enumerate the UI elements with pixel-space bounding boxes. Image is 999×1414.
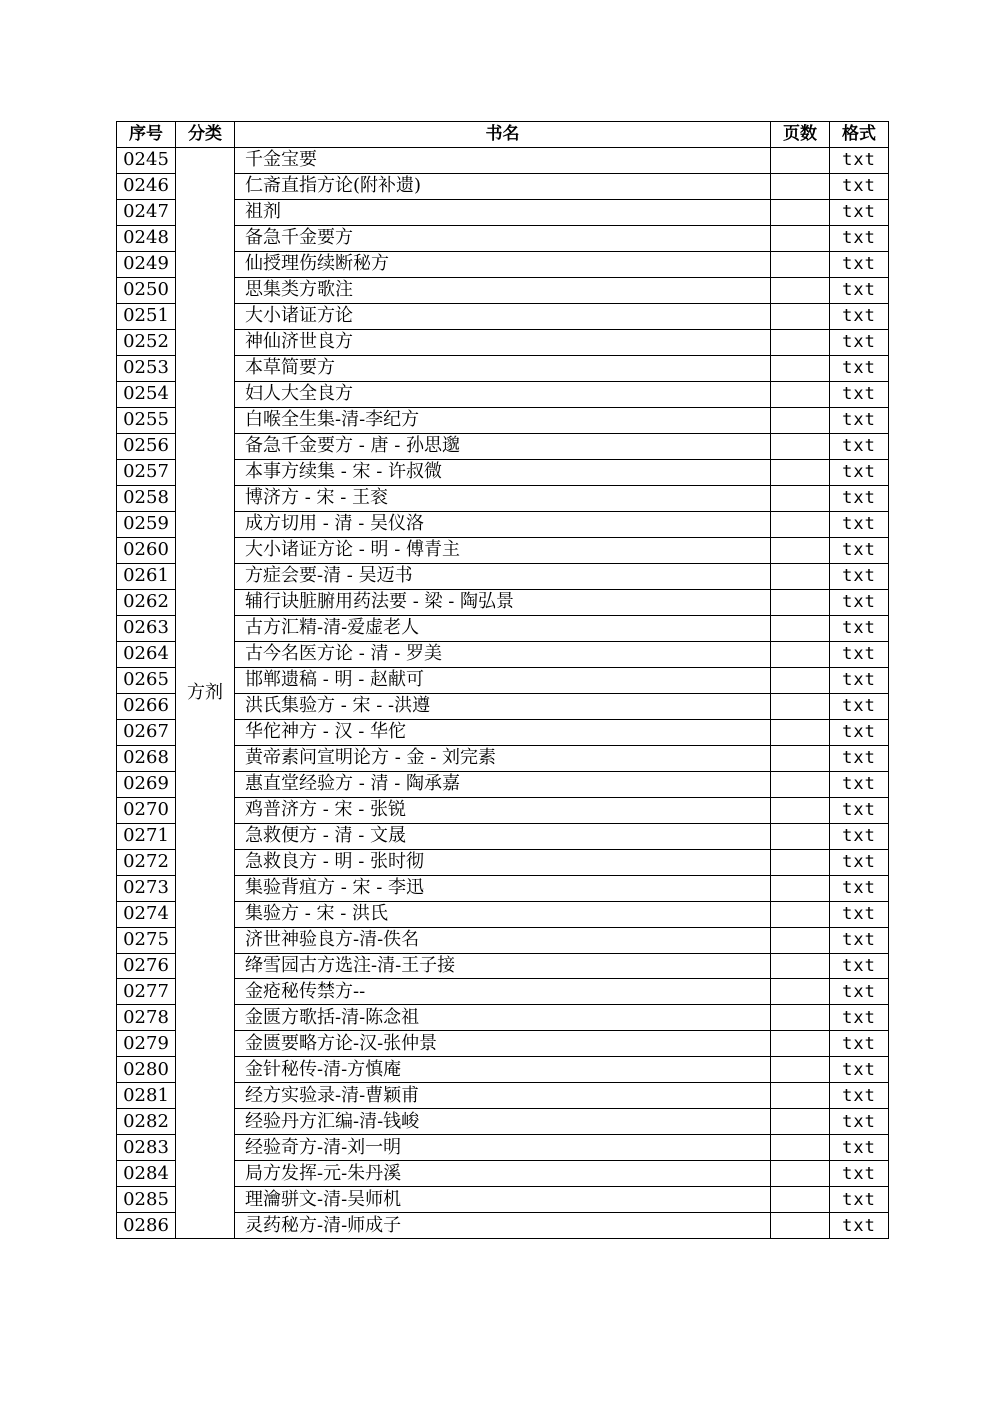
book-title-cell: 急救良方 - 明 - 张时彻 xyxy=(235,849,771,875)
format-cell: txt xyxy=(830,433,889,459)
serial-number-cell: 0255 xyxy=(117,407,176,433)
pages-cell xyxy=(771,251,830,277)
serial-number-cell: 0267 xyxy=(117,719,176,745)
format-cell: txt xyxy=(830,277,889,303)
pages-cell xyxy=(771,693,830,719)
serial-number-cell: 0264 xyxy=(117,641,176,667)
header-pages: 页数 xyxy=(771,122,830,148)
table-body xyxy=(117,147,889,1238)
format-cell: txt xyxy=(830,485,889,511)
book-title-cell: 绛雪园古方选注-清-王子接 xyxy=(235,953,771,979)
pages-cell xyxy=(771,147,830,173)
format-cell: txt xyxy=(830,719,889,745)
serial-number-cell: 0252 xyxy=(117,329,176,355)
pages-cell xyxy=(771,849,830,875)
book-title-cell: 集验背疽方 - 宋 - 李迅 xyxy=(235,875,771,901)
format-cell: txt xyxy=(830,303,889,329)
pages-cell xyxy=(771,589,830,615)
book-title-cell: 古今名医方论 - 清 - 罗美 xyxy=(235,641,771,667)
format-cell: txt xyxy=(830,511,889,537)
pages-cell xyxy=(771,719,830,745)
serial-number-cell: 0259 xyxy=(117,511,176,537)
book-title-cell: 大小诸证方论 xyxy=(235,303,771,329)
book-title-cell: 本事方续集 - 宋 - 许叔微 xyxy=(235,459,771,485)
format-cell: txt xyxy=(830,1187,889,1213)
format-cell: txt xyxy=(830,1005,889,1031)
serial-number-cell: 0245 xyxy=(117,147,176,173)
serial-number-cell: 0280 xyxy=(117,1057,176,1083)
format-cell: txt xyxy=(830,225,889,251)
serial-number-cell: 0276 xyxy=(117,953,176,979)
pages-cell xyxy=(771,1083,830,1109)
serial-number-cell: 0247 xyxy=(117,199,176,225)
book-catalog-table xyxy=(116,121,889,1239)
pages-cell xyxy=(771,407,830,433)
format-cell: txt xyxy=(830,667,889,693)
book-title-cell: 金匮方歌括-清-陈念祖 xyxy=(235,1005,771,1031)
book-title-cell: 仙授理伤续断秘方 xyxy=(235,251,771,277)
pages-cell xyxy=(771,303,830,329)
serial-number-cell: 0277 xyxy=(117,979,176,1005)
pages-cell xyxy=(771,355,830,381)
format-cell: txt xyxy=(830,1161,889,1187)
book-title-cell: 急救便方 - 清 - 文晟 xyxy=(235,823,771,849)
format-cell: txt xyxy=(830,641,889,667)
serial-number-cell: 0279 xyxy=(117,1031,176,1057)
format-cell: txt xyxy=(830,1057,889,1083)
serial-number-cell: 0265 xyxy=(117,667,176,693)
pages-cell xyxy=(771,927,830,953)
book-title-cell: 黄帝素问宣明论方 - 金 - 刘完素 xyxy=(235,745,771,771)
format-cell: txt xyxy=(830,589,889,615)
format-cell: txt xyxy=(830,953,889,979)
book-title-cell: 成方切用 - 清 - 吴仪洛 xyxy=(235,511,771,537)
pages-cell xyxy=(771,1005,830,1031)
pages-cell xyxy=(771,1187,830,1213)
serial-number-cell: 0269 xyxy=(117,771,176,797)
serial-number-cell: 0258 xyxy=(117,485,176,511)
pages-cell xyxy=(771,641,830,667)
pages-cell xyxy=(771,433,830,459)
format-cell: txt xyxy=(830,875,889,901)
pages-cell xyxy=(771,199,830,225)
book-title-cell: 鸡普济方 - 宋 - 张锐 xyxy=(235,797,771,823)
pages-cell xyxy=(771,875,830,901)
book-title-cell: 大小诸证方论 - 明 - 傅青主 xyxy=(235,537,771,563)
serial-number-cell: 0275 xyxy=(117,927,176,953)
pages-cell xyxy=(771,1031,830,1057)
serial-number-cell: 0281 xyxy=(117,1083,176,1109)
format-cell: txt xyxy=(830,979,889,1005)
header-category: 分类 xyxy=(176,122,235,148)
book-title-cell: 博济方 - 宋 - 王衮 xyxy=(235,485,771,511)
pages-cell xyxy=(771,225,830,251)
serial-number-cell: 0286 xyxy=(117,1213,176,1239)
serial-number-cell: 0257 xyxy=(117,459,176,485)
format-cell: txt xyxy=(830,355,889,381)
serial-number-cell: 0284 xyxy=(117,1161,176,1187)
format-cell: txt xyxy=(830,771,889,797)
book-title-cell: 思集类方歌注 xyxy=(235,277,771,303)
table-header-row xyxy=(117,122,889,148)
format-cell: txt xyxy=(830,407,889,433)
serial-number-cell: 0253 xyxy=(117,355,176,381)
category-cell: 方剂 xyxy=(176,147,235,1238)
serial-number-cell: 0268 xyxy=(117,745,176,771)
book-title-cell: 经验丹方汇编-清-钱峻 xyxy=(235,1109,771,1135)
book-title-cell: 祖剂 xyxy=(235,199,771,225)
format-cell: txt xyxy=(830,797,889,823)
pages-cell xyxy=(771,485,830,511)
pages-cell xyxy=(771,1057,830,1083)
format-cell: txt xyxy=(830,901,889,927)
format-cell: txt xyxy=(830,563,889,589)
format-cell: txt xyxy=(830,1135,889,1161)
serial-number-cell: 0254 xyxy=(117,381,176,407)
pages-cell xyxy=(771,277,830,303)
pages-cell xyxy=(771,745,830,771)
serial-number-cell: 0274 xyxy=(117,901,176,927)
book-title-cell: 本草简要方 xyxy=(235,355,771,381)
book-title-cell: 白喉全生集-清-李纪方 xyxy=(235,407,771,433)
book-title-cell: 千金宝要 xyxy=(235,147,771,173)
pages-cell xyxy=(771,1213,830,1239)
format-cell: txt xyxy=(830,693,889,719)
serial-number-cell: 0246 xyxy=(117,173,176,199)
format-cell: txt xyxy=(830,459,889,485)
format-cell: txt xyxy=(830,823,889,849)
serial-number-cell: 0266 xyxy=(117,693,176,719)
format-cell: txt xyxy=(830,147,889,173)
serial-number-cell: 0273 xyxy=(117,875,176,901)
book-title-cell: 华佗神方 - 汉 - 华佗 xyxy=(235,719,771,745)
pages-cell xyxy=(771,459,830,485)
pages-cell xyxy=(771,979,830,1005)
table-row xyxy=(117,147,889,173)
book-title-cell: 邯郸遗稿 - 明 - 赵献可 xyxy=(235,667,771,693)
pages-cell xyxy=(771,511,830,537)
serial-number-cell: 0251 xyxy=(117,303,176,329)
serial-number-cell: 0262 xyxy=(117,589,176,615)
book-title-cell: 洪氏集验方 - 宋 - -洪遵 xyxy=(235,693,771,719)
book-title-cell: 备急千金要方 xyxy=(235,225,771,251)
book-title-cell: 方症会要-清 - 吴迈书 xyxy=(235,563,771,589)
pages-cell xyxy=(771,381,830,407)
serial-number-cell: 0282 xyxy=(117,1109,176,1135)
pages-cell xyxy=(771,329,830,355)
book-title-cell: 经验奇方-清-刘一明 xyxy=(235,1135,771,1161)
pages-cell xyxy=(771,667,830,693)
serial-number-cell: 0249 xyxy=(117,251,176,277)
pages-cell xyxy=(771,823,830,849)
pages-cell xyxy=(771,1161,830,1187)
pages-cell xyxy=(771,797,830,823)
serial-number-cell: 0256 xyxy=(117,433,176,459)
serial-number-cell: 0261 xyxy=(117,563,176,589)
format-cell: txt xyxy=(830,1109,889,1135)
serial-number-cell: 0270 xyxy=(117,797,176,823)
header-book-title: 书名 xyxy=(235,122,771,148)
serial-number-cell: 0285 xyxy=(117,1187,176,1213)
book-title-cell: 惠直堂经验方 - 清 - 陶承嘉 xyxy=(235,771,771,797)
pages-cell xyxy=(771,563,830,589)
book-title-cell: 集验方 - 宋 - 洪氏 xyxy=(235,901,771,927)
book-title-cell: 神仙济世良方 xyxy=(235,329,771,355)
book-title-cell: 仁斋直指方论(附补遗) xyxy=(235,173,771,199)
serial-number-cell: 0250 xyxy=(117,277,176,303)
format-cell: txt xyxy=(830,173,889,199)
pages-cell xyxy=(771,1109,830,1135)
book-title-cell: 金匮要略方论-汉-张仲景 xyxy=(235,1031,771,1057)
header-format: 格式 xyxy=(830,122,889,148)
format-cell: txt xyxy=(830,1213,889,1239)
serial-number-cell: 0283 xyxy=(117,1135,176,1161)
pages-cell xyxy=(771,173,830,199)
pages-cell xyxy=(771,1135,830,1161)
pages-cell xyxy=(771,953,830,979)
book-title-cell: 济世神验良方-清-佚名 xyxy=(235,927,771,953)
format-cell: txt xyxy=(830,199,889,225)
format-cell: txt xyxy=(830,329,889,355)
book-title-cell: 古方汇精-清-爱虚老人 xyxy=(235,615,771,641)
format-cell: txt xyxy=(830,615,889,641)
serial-number-cell: 0278 xyxy=(117,1005,176,1031)
serial-number-cell: 0248 xyxy=(117,225,176,251)
serial-number-cell: 0263 xyxy=(117,615,176,641)
format-cell: txt xyxy=(830,1083,889,1109)
pages-cell xyxy=(771,771,830,797)
format-cell: txt xyxy=(830,745,889,771)
book-title-cell: 灵药秘方-清-师成子 xyxy=(235,1213,771,1239)
header-serial-number: 序号 xyxy=(117,122,176,148)
book-title-cell: 理瀹骈文-清-吴师机 xyxy=(235,1187,771,1213)
format-cell: txt xyxy=(830,927,889,953)
book-title-cell: 经方实验录-清-曹颖甫 xyxy=(235,1083,771,1109)
format-cell: txt xyxy=(830,1031,889,1057)
format-cell: txt xyxy=(830,849,889,875)
book-title-cell: 妇人大全良方 xyxy=(235,381,771,407)
book-title-cell: 局方发挥-元-朱丹溪 xyxy=(235,1161,771,1187)
book-title-cell: 备急千金要方 - 唐 - 孙思邈 xyxy=(235,433,771,459)
serial-number-cell: 0271 xyxy=(117,823,176,849)
book-title-cell: 辅行诀脏腑用药法要 - 梁 - 陶弘景 xyxy=(235,589,771,615)
book-title-cell: 金针秘传-清-方慎庵 xyxy=(235,1057,771,1083)
pages-cell xyxy=(771,901,830,927)
serial-number-cell: 0272 xyxy=(117,849,176,875)
pages-cell xyxy=(771,537,830,563)
format-cell: txt xyxy=(830,381,889,407)
pages-cell xyxy=(771,615,830,641)
format-cell: txt xyxy=(830,251,889,277)
serial-number-cell: 0260 xyxy=(117,537,176,563)
format-cell: txt xyxy=(830,537,889,563)
book-title-cell: 金疮秘传禁方-- xyxy=(235,979,771,1005)
